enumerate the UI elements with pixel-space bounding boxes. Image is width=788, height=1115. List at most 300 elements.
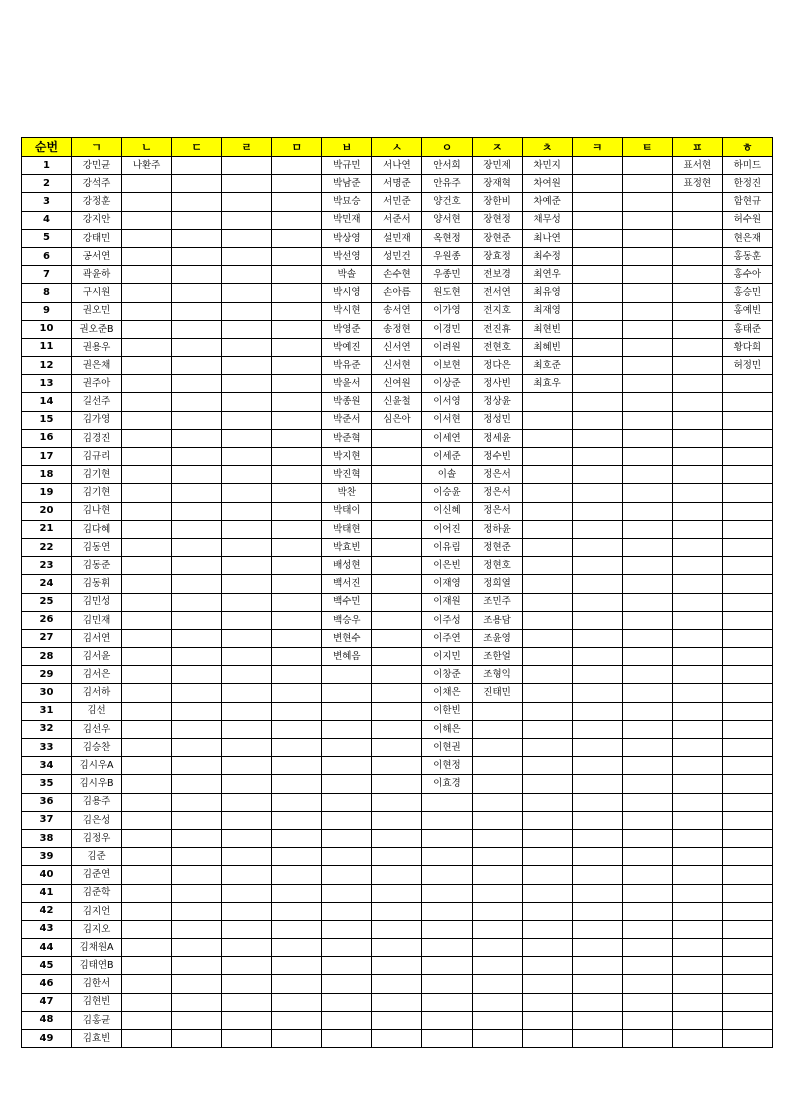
- table-row: [22, 811, 773, 829]
- name-cell: [672, 811, 722, 829]
- name-cell: 최호준: [522, 357, 572, 375]
- table-row: [22, 757, 773, 775]
- name-cell: [172, 739, 222, 757]
- name-cell: [622, 338, 672, 356]
- row-number-cell: 10: [22, 320, 72, 338]
- name-cell: [522, 993, 572, 1011]
- name-cell: [672, 211, 722, 229]
- name-cell: [222, 939, 272, 957]
- name-cell: 권은채: [72, 357, 122, 375]
- name-cell: [372, 884, 422, 902]
- name-cell: [272, 211, 322, 229]
- name-cell: [322, 775, 372, 793]
- table-row: [22, 538, 773, 556]
- name-cell: [272, 811, 322, 829]
- name-cell: [622, 375, 672, 393]
- table-row: [22, 338, 773, 356]
- name-cell: [372, 702, 422, 720]
- name-cell: 박시현: [322, 302, 372, 320]
- name-cell: 김서윤: [72, 648, 122, 666]
- name-cell: [722, 429, 772, 447]
- name-cell: [322, 1030, 372, 1048]
- name-cell: 성민건: [372, 247, 422, 265]
- name-cell: 전진휴: [472, 320, 522, 338]
- name-cell: [322, 720, 372, 738]
- name-cell: [572, 902, 622, 920]
- header-cell-consonant: ㅍ: [672, 138, 722, 157]
- name-cell: 장민제: [472, 157, 522, 175]
- name-cell: [672, 757, 722, 775]
- name-cell: 신여원: [372, 375, 422, 393]
- name-cell: [372, 1011, 422, 1029]
- name-cell: 신서연: [372, 338, 422, 356]
- name-cell: [422, 884, 472, 902]
- name-cell: 김태연B: [72, 957, 122, 975]
- name-cell: [372, 629, 422, 647]
- name-cell: 박민재: [322, 211, 372, 229]
- name-cell: [372, 811, 422, 829]
- name-cell: [372, 593, 422, 611]
- name-cell: 김서하: [72, 684, 122, 702]
- name-cell: 차예준: [522, 193, 572, 211]
- table-row: [22, 266, 773, 284]
- name-cell: [272, 302, 322, 320]
- name-cell: 홍예빈: [722, 302, 772, 320]
- name-cell: 김규리: [72, 448, 122, 466]
- name-cell: [122, 957, 172, 975]
- header-cell-consonant: ㄱ: [72, 138, 122, 157]
- name-cell: 조형익: [472, 666, 522, 684]
- name-cell: 박솔: [322, 266, 372, 284]
- table-row: [22, 247, 773, 265]
- name-cell: [722, 720, 772, 738]
- row-number-cell: 39: [22, 848, 72, 866]
- name-cell: 박윤서: [322, 375, 372, 393]
- name-cell: [272, 338, 322, 356]
- name-cell: [472, 720, 522, 738]
- name-cell: [222, 320, 272, 338]
- name-cell: 장한비: [472, 193, 522, 211]
- name-cell: 이재영: [422, 575, 472, 593]
- name-cell: [122, 302, 172, 320]
- name-cell: [372, 902, 422, 920]
- name-cell: 박남준: [322, 175, 372, 193]
- name-cell: [122, 320, 172, 338]
- name-cell: [572, 357, 622, 375]
- name-cell: [672, 739, 722, 757]
- row-number-cell: 12: [22, 357, 72, 375]
- name-cell: [122, 739, 172, 757]
- name-cell: [522, 775, 572, 793]
- row-number-cell: 27: [22, 629, 72, 647]
- row-number-cell: 37: [22, 811, 72, 829]
- name-cell: [572, 284, 622, 302]
- table-row: [22, 648, 773, 666]
- name-cell: [572, 975, 622, 993]
- name-cell: [522, 848, 572, 866]
- name-cell: [122, 866, 172, 884]
- name-cell: [122, 629, 172, 647]
- name-cell: [522, 593, 572, 611]
- name-cell: 조윤영: [472, 629, 522, 647]
- row-number-cell: 5: [22, 229, 72, 247]
- name-cell: 김민재: [72, 611, 122, 629]
- name-cell: [272, 538, 322, 556]
- name-cell: [272, 829, 322, 847]
- row-number-cell: 20: [22, 502, 72, 520]
- name-cell: [272, 739, 322, 757]
- name-cell: [622, 866, 672, 884]
- name-cell: [272, 175, 322, 193]
- name-cell: [472, 902, 522, 920]
- row-number-cell: 48: [22, 1011, 72, 1029]
- name-cell: [522, 757, 572, 775]
- name-cell: [222, 829, 272, 847]
- name-cell: [522, 793, 572, 811]
- name-cell: 현은재: [722, 229, 772, 247]
- name-cell: [372, 848, 422, 866]
- row-number-cell: 22: [22, 538, 72, 556]
- name-cell: [672, 829, 722, 847]
- name-cell: [422, 793, 472, 811]
- name-cell: [722, 375, 772, 393]
- table-row: [22, 375, 773, 393]
- name-cell: [622, 1030, 672, 1048]
- name-cell: [522, 411, 572, 429]
- name-cell: [672, 502, 722, 520]
- name-cell: [572, 739, 622, 757]
- table-row: [22, 939, 773, 957]
- name-cell: [322, 757, 372, 775]
- name-cell: 함현규: [722, 193, 772, 211]
- name-cell: [222, 1011, 272, 1029]
- name-cell: [572, 848, 622, 866]
- name-cell: [572, 648, 622, 666]
- name-cell: [272, 393, 322, 411]
- name-cell: [372, 975, 422, 993]
- name-cell: [122, 684, 172, 702]
- name-cell: 정상윤: [472, 393, 522, 411]
- name-cell: 이현정: [422, 757, 472, 775]
- name-cell: [672, 557, 722, 575]
- name-cell: [472, 739, 522, 757]
- row-number-cell: 6: [22, 247, 72, 265]
- name-cell: [172, 247, 222, 265]
- name-cell: 정수빈: [472, 448, 522, 466]
- name-cell: 이세준: [422, 448, 472, 466]
- name-cell: [222, 375, 272, 393]
- name-cell: [572, 666, 622, 684]
- name-cell: [122, 247, 172, 265]
- name-cell: [572, 775, 622, 793]
- name-cell: [122, 175, 172, 193]
- name-cell: [372, 429, 422, 447]
- name-cell: [172, 920, 222, 938]
- name-cell: 권주아: [72, 375, 122, 393]
- name-cell: [122, 448, 172, 466]
- name-cell: [372, 739, 422, 757]
- name-cell: [172, 538, 222, 556]
- table-row: [22, 411, 773, 429]
- name-cell: [172, 702, 222, 720]
- name-cell: [422, 811, 472, 829]
- table-row: [22, 193, 773, 211]
- name-cell: [522, 702, 572, 720]
- name-cell: 이서영: [422, 393, 472, 411]
- name-cell: 정현준: [472, 538, 522, 556]
- name-cell: [622, 575, 672, 593]
- name-cell: 서준서: [372, 211, 422, 229]
- name-cell: 김서은: [72, 666, 122, 684]
- name-cell: [322, 866, 372, 884]
- name-cell: [722, 884, 772, 902]
- name-cell: [122, 193, 172, 211]
- name-cell: [172, 939, 222, 957]
- name-cell: [422, 957, 472, 975]
- name-cell: [422, 1011, 472, 1029]
- name-cell: [172, 375, 222, 393]
- row-number-cell: 9: [22, 302, 72, 320]
- name-cell: [372, 939, 422, 957]
- header-cell-consonant: ㅋ: [572, 138, 622, 157]
- name-cell: [722, 902, 772, 920]
- name-cell: [572, 429, 622, 447]
- name-cell: [722, 575, 772, 593]
- name-cell: [672, 593, 722, 611]
- name-cell: [522, 739, 572, 757]
- table-row: [22, 611, 773, 629]
- name-cell: [122, 338, 172, 356]
- name-cell: [572, 829, 622, 847]
- name-cell: 송서연: [372, 302, 422, 320]
- name-cell: [222, 702, 272, 720]
- name-cell: 장효정: [472, 247, 522, 265]
- name-cell: 이은빈: [422, 557, 472, 575]
- name-cell: [372, 720, 422, 738]
- name-cell: [322, 957, 372, 975]
- name-cell: 홍동훈: [722, 247, 772, 265]
- name-cell: [272, 1030, 322, 1048]
- name-cell: [622, 284, 672, 302]
- name-cell: 길선주: [72, 393, 122, 411]
- name-cell: [622, 902, 672, 920]
- name-cell: [622, 666, 672, 684]
- row-number-cell: 7: [22, 266, 72, 284]
- name-cell: [272, 629, 322, 647]
- name-cell: [522, 720, 572, 738]
- name-cell: 장재혁: [472, 175, 522, 193]
- name-cell: [272, 429, 322, 447]
- name-cell: 신윤철: [372, 393, 422, 411]
- name-cell: 양서현: [422, 211, 472, 229]
- name-cell: [622, 648, 672, 666]
- name-cell: [522, 466, 572, 484]
- name-cell: [372, 866, 422, 884]
- name-cell: 김가영: [72, 411, 122, 429]
- name-cell: [572, 338, 622, 356]
- name-cell: [122, 757, 172, 775]
- name-cell: 채무성: [522, 211, 572, 229]
- name-cell: 박묘승: [322, 193, 372, 211]
- name-cell: [622, 175, 672, 193]
- name-cell: [672, 975, 722, 993]
- roster-body: [22, 157, 773, 1048]
- name-cell: [622, 702, 672, 720]
- name-cell: [522, 866, 572, 884]
- name-cell: [522, 1011, 572, 1029]
- name-cell: 김시우B: [72, 775, 122, 793]
- name-cell: [572, 884, 622, 902]
- row-number-cell: 45: [22, 957, 72, 975]
- name-cell: [572, 411, 622, 429]
- row-number-cell: 25: [22, 593, 72, 611]
- name-cell: [672, 338, 722, 356]
- name-cell: [172, 575, 222, 593]
- name-cell: [322, 666, 372, 684]
- row-number-cell: 33: [22, 739, 72, 757]
- name-cell: [322, 975, 372, 993]
- row-number-cell: 19: [22, 484, 72, 502]
- name-cell: [572, 247, 622, 265]
- name-cell: [722, 393, 772, 411]
- name-cell: [322, 920, 372, 938]
- name-cell: [272, 939, 322, 957]
- row-number-cell: 13: [22, 375, 72, 393]
- table-row: [22, 1030, 773, 1048]
- name-cell: [222, 302, 272, 320]
- name-cell: [572, 175, 622, 193]
- name-cell: 김준: [72, 848, 122, 866]
- table-row: [22, 593, 773, 611]
- header-cell-consonant: ㅅ: [372, 138, 422, 157]
- name-cell: [172, 829, 222, 847]
- table-row: [22, 157, 773, 175]
- name-cell: 박태현: [322, 520, 372, 538]
- name-cell: 차여원: [522, 175, 572, 193]
- name-cell: [722, 502, 772, 520]
- name-cell: 이채은: [422, 684, 472, 702]
- name-cell: 권오준B: [72, 320, 122, 338]
- name-cell: [172, 557, 222, 575]
- name-cell: [722, 1030, 772, 1048]
- name-cell: [272, 666, 322, 684]
- name-cell: 서명준: [372, 175, 422, 193]
- name-cell: [622, 775, 672, 793]
- name-cell: 박영준: [322, 320, 372, 338]
- name-cell: [422, 975, 472, 993]
- name-cell: [272, 284, 322, 302]
- table-row: [22, 520, 773, 538]
- name-cell: 정성민: [472, 411, 522, 429]
- name-cell: [222, 393, 272, 411]
- table-row: [22, 575, 773, 593]
- name-cell: [622, 484, 672, 502]
- name-cell: 손수현: [372, 266, 422, 284]
- name-cell: 원도현: [422, 284, 472, 302]
- name-cell: [322, 793, 372, 811]
- name-cell: 강민균: [72, 157, 122, 175]
- name-cell: [122, 538, 172, 556]
- name-cell: [222, 866, 272, 884]
- name-cell: 허수원: [722, 211, 772, 229]
- name-cell: [622, 957, 672, 975]
- row-number-cell: 3: [22, 193, 72, 211]
- name-cell: [372, 575, 422, 593]
- name-cell: [572, 375, 622, 393]
- name-cell: [272, 611, 322, 629]
- name-cell: [472, 975, 522, 993]
- table-row: [22, 320, 773, 338]
- table-row: [22, 211, 773, 229]
- name-cell: [122, 939, 172, 957]
- name-cell: 강지안: [72, 211, 122, 229]
- table-row: [22, 702, 773, 720]
- header-cell-consonant: ㄷ: [172, 138, 222, 157]
- row-number-cell: 44: [22, 939, 72, 957]
- name-cell: 이지민: [422, 648, 472, 666]
- name-cell: 표정현: [672, 175, 722, 193]
- name-cell: 최현빈: [522, 320, 572, 338]
- name-cell: [672, 702, 722, 720]
- name-cell: [522, 484, 572, 502]
- name-cell: [572, 757, 622, 775]
- name-cell: [122, 884, 172, 902]
- name-cell: 박지현: [322, 448, 372, 466]
- name-cell: [172, 266, 222, 284]
- name-cell: [272, 920, 322, 938]
- name-cell: [122, 593, 172, 611]
- name-cell: 전현호: [472, 338, 522, 356]
- name-cell: [122, 793, 172, 811]
- name-cell: [222, 884, 272, 902]
- name-cell: [222, 684, 272, 702]
- name-cell: 장현준: [472, 229, 522, 247]
- name-cell: [622, 975, 672, 993]
- name-cell: 안유주: [422, 175, 472, 193]
- name-cell: [572, 866, 622, 884]
- name-cell: 옥현정: [422, 229, 472, 247]
- name-cell: [222, 411, 272, 429]
- row-number-cell: 4: [22, 211, 72, 229]
- name-cell: [372, 484, 422, 502]
- name-cell: 강정훈: [72, 193, 122, 211]
- name-cell: 김기현: [72, 466, 122, 484]
- name-cell: [122, 229, 172, 247]
- name-cell: [372, 648, 422, 666]
- name-cell: 정세윤: [472, 429, 522, 447]
- row-number-cell: 26: [22, 611, 72, 629]
- name-cell: [322, 939, 372, 957]
- name-cell: [122, 666, 172, 684]
- name-cell: [222, 739, 272, 757]
- name-cell: [672, 775, 722, 793]
- name-cell: [272, 502, 322, 520]
- name-cell: 손아름: [372, 284, 422, 302]
- name-cell: [622, 684, 672, 702]
- table-row: [22, 884, 773, 902]
- name-cell: [572, 484, 622, 502]
- name-cell: [622, 247, 672, 265]
- name-cell: 정다은: [472, 357, 522, 375]
- name-cell: 양건호: [422, 193, 472, 211]
- name-cell: [272, 375, 322, 393]
- name-cell: 김지오: [72, 920, 122, 938]
- name-cell: 김효빈: [72, 1030, 122, 1048]
- name-cell: 권용우: [72, 338, 122, 356]
- name-cell: 김은성: [72, 811, 122, 829]
- name-cell: [722, 829, 772, 847]
- name-cell: [722, 629, 772, 647]
